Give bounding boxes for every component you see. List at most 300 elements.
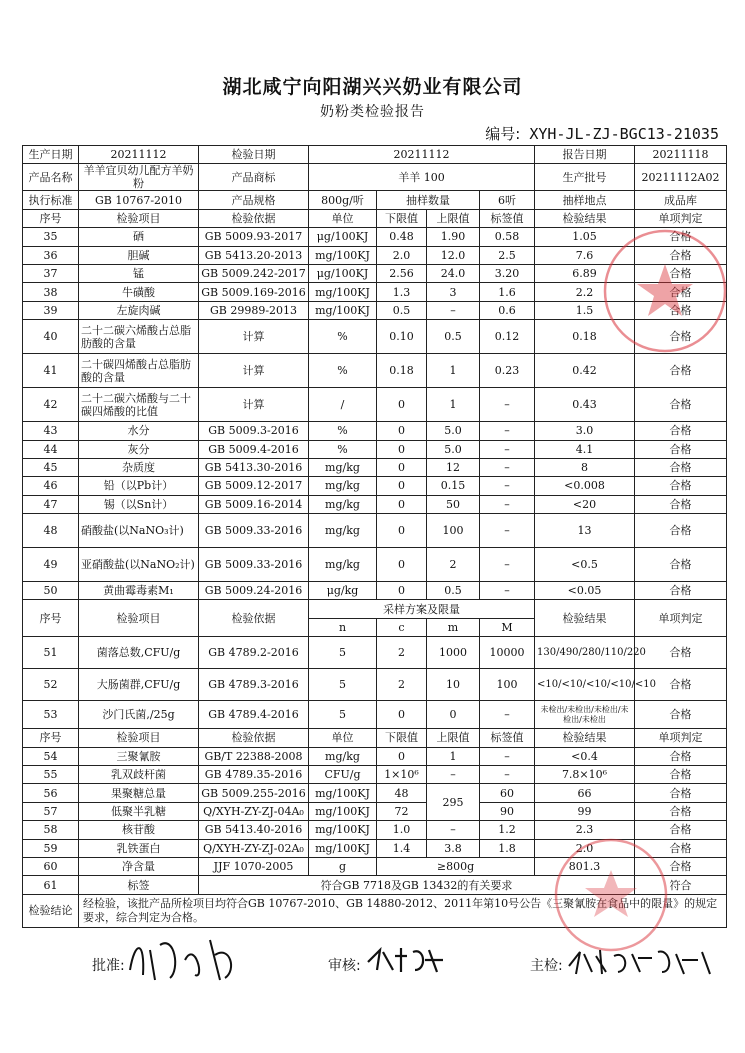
- cell-no: 35: [23, 228, 79, 246]
- table-row: [23, 582, 727, 600]
- cell-basis: GB 5413.40-2016: [199, 821, 309, 839]
- header-cell: 序号: [23, 729, 79, 747]
- value-cell: 800g/听: [309, 191, 377, 209]
- table-row: [23, 440, 727, 458]
- cell-judge: 合格: [635, 477, 727, 495]
- cell-high: 24.0: [427, 264, 480, 282]
- cell-result: 1.05: [535, 228, 635, 246]
- cell-no: 51: [23, 637, 79, 669]
- cell-no: 46: [23, 477, 79, 495]
- header-cell: 序号: [23, 209, 79, 227]
- cell-item: 左旋肉碱: [79, 301, 199, 319]
- label-cell: 检验日期: [199, 146, 309, 164]
- cell-no: 55: [23, 766, 79, 784]
- cell-judge: 合格: [635, 784, 727, 802]
- cell-label: 1.6: [480, 283, 535, 301]
- table-row: [23, 320, 727, 354]
- cell-basis: GB 5009.93-2017: [199, 228, 309, 246]
- cell-high: –: [427, 821, 480, 839]
- cell-no: 57: [23, 802, 79, 820]
- cell-basis: GB 5009.3-2016: [199, 422, 309, 440]
- cell-low: 2.56: [377, 264, 427, 282]
- cell-result: 3.0: [535, 422, 635, 440]
- cell-no: 61: [23, 876, 79, 894]
- cell-item: 乳双歧杆菌: [79, 766, 199, 784]
- header-cell: 上限值: [427, 209, 480, 227]
- cell-judge: 合格: [635, 264, 727, 282]
- cell-item: 大肠菌群,CFU/g: [79, 669, 199, 701]
- cell-label: –: [480, 514, 535, 548]
- cell-judge: 合格: [635, 766, 727, 784]
- cell-low: 1×10⁶: [377, 766, 427, 784]
- cell-low: 48: [377, 784, 427, 802]
- cell-label: –: [480, 582, 535, 600]
- cell-item: 低聚半乳糖: [79, 802, 199, 820]
- cell-judge: 符合: [635, 876, 727, 894]
- cell-high: 0.5: [427, 582, 480, 600]
- cell-label: –: [480, 458, 535, 476]
- table1-header: [23, 209, 727, 227]
- cell-label: 1.8: [480, 839, 535, 857]
- cell-judge: 合格: [635, 422, 727, 440]
- cell-high: –: [427, 766, 480, 784]
- cell-no: 44: [23, 440, 79, 458]
- cell-item: 二十二碳六烯酸与二十碳四烯酸的比值: [79, 388, 199, 422]
- cell-unit: mg/100KJ: [309, 821, 377, 839]
- cell-unit: %: [309, 440, 377, 458]
- cell-label: –: [480, 495, 535, 513]
- cell-label: 2.5: [480, 246, 535, 264]
- cell-basis: GB 4789.2-2016: [199, 637, 309, 669]
- header-cell: c: [377, 618, 427, 636]
- cell-basis: GB 5009.169-2016: [199, 283, 309, 301]
- cell-unit: mg/kg: [309, 514, 377, 548]
- cell-judge: 合格: [635, 283, 727, 301]
- cell-label: 0.6: [480, 301, 535, 319]
- cell-basis: 计算: [199, 320, 309, 354]
- cell-basis: GB 5009.33-2016: [199, 548, 309, 582]
- cell-high: 1.90: [427, 228, 480, 246]
- cell-limit: ≥800g: [377, 857, 535, 875]
- header-cell: 下限值: [377, 729, 427, 747]
- table-row: [23, 422, 727, 440]
- test-signature: [566, 944, 716, 978]
- cell-judge: 合格: [635, 354, 727, 388]
- header-cell: 单位: [309, 729, 377, 747]
- cell-result: 2.3: [535, 821, 635, 839]
- cell-low: 0: [377, 495, 427, 513]
- cell-no: 39: [23, 301, 79, 319]
- cell-unit: %: [309, 422, 377, 440]
- cell-low: 0: [377, 422, 427, 440]
- cell-no: 40: [23, 320, 79, 354]
- cell-unit: mg/kg: [309, 495, 377, 513]
- table-row: [23, 283, 727, 301]
- doc-no-value: XYH-JL-ZJ-BGC13-21035: [529, 125, 719, 143]
- cell-item: 果聚糖总量: [79, 784, 199, 802]
- cell-basis: GB 5009.242-2017: [199, 264, 309, 282]
- cell-low: 2.0: [377, 246, 427, 264]
- cell-result: 7.6: [535, 246, 635, 264]
- cell-item: 杂质度: [79, 458, 199, 476]
- cell-high: 5.0: [427, 422, 480, 440]
- table-row: [23, 301, 727, 319]
- header-cell: 检验结果: [535, 209, 635, 227]
- cell-low: 0: [377, 514, 427, 548]
- value-cell: 20211112A02: [635, 164, 727, 191]
- cell-basis: GB 5009.255-2016: [199, 784, 309, 802]
- header-cell: 标签值: [480, 729, 535, 747]
- cell-low: 1.4: [377, 839, 427, 857]
- cell-judge: 合格: [635, 388, 727, 422]
- header-cell: 单项判定: [635, 729, 727, 747]
- cell-unit: /: [309, 388, 377, 422]
- cell-item: 硒: [79, 228, 199, 246]
- cell-basis: GB 4789.3-2016: [199, 669, 309, 701]
- cell-unit: mg/100KJ: [309, 802, 377, 820]
- cell-label: –: [480, 388, 535, 422]
- conclusion-label: 检验结论: [23, 894, 79, 927]
- cell-low: 0: [377, 548, 427, 582]
- cell-basis: GB 5009.24-2016: [199, 582, 309, 600]
- cell-no: 50: [23, 582, 79, 600]
- approve-signature: [125, 930, 245, 985]
- cell-item: 菌落总数,CFU/g: [79, 637, 199, 669]
- cell-result: <0.4: [535, 747, 635, 765]
- value-cell: 羊羊宜贝幼儿配方羊奶粉: [79, 164, 199, 191]
- cell-item: 净含量: [79, 857, 199, 875]
- cell-no: 58: [23, 821, 79, 839]
- cell-judge: 合格: [635, 320, 727, 354]
- cell-result: <20: [535, 495, 635, 513]
- cell-n: 5: [309, 669, 377, 701]
- cell-unit: mg/100KJ: [309, 283, 377, 301]
- value-cell: 20211118: [635, 146, 727, 164]
- header-cell: 检验依据: [199, 729, 309, 747]
- cell-result: 801.3: [535, 857, 635, 875]
- cell-unit: mg/100KJ: [309, 784, 377, 802]
- review-label: 审核:: [328, 958, 361, 974]
- header-cell: 检验项目: [79, 729, 199, 747]
- cell-low: 0: [377, 582, 427, 600]
- cell-unit: mg/kg: [309, 458, 377, 476]
- approve-label: 批准:: [92, 958, 125, 974]
- cell-item: 灰分: [79, 440, 199, 458]
- cell-no: 53: [23, 701, 79, 729]
- cell-label: 90: [480, 802, 535, 820]
- cell-judge: 合格: [635, 747, 727, 765]
- cell-judge: 合格: [635, 458, 727, 476]
- header-cell: 标签值: [480, 209, 535, 227]
- cell-no: 41: [23, 354, 79, 388]
- header-cell: n: [309, 618, 377, 636]
- label-cell: 抽样数量: [377, 191, 480, 209]
- cell-label: 3.20: [480, 264, 535, 282]
- cell-basis: GB 29989-2013: [199, 301, 309, 319]
- header-cell: 单项判定: [635, 209, 727, 227]
- cell-no: 36: [23, 246, 79, 264]
- cell-high: –: [427, 301, 480, 319]
- value-cell: 成品库: [635, 191, 727, 209]
- cell-low: 0: [377, 747, 427, 765]
- cell-item: 锡（以Sn计）: [79, 495, 199, 513]
- cell-item: 三聚氰胺: [79, 747, 199, 765]
- header-cell: 单位: [309, 209, 377, 227]
- cell-no: 59: [23, 839, 79, 857]
- cell-result: 0.18: [535, 320, 635, 354]
- cell-result: 7.8×10⁶: [535, 766, 635, 784]
- cell-unit: mg/100KJ: [309, 839, 377, 857]
- cell-no: 42: [23, 388, 79, 422]
- cell-judge: 合格: [635, 246, 727, 264]
- cell-high: 3: [427, 283, 480, 301]
- header-cell: 检验项目: [79, 209, 199, 227]
- cell-c: 0: [377, 701, 427, 729]
- value-cell: 羊羊 100: [309, 164, 535, 191]
- cell-no: 56: [23, 784, 79, 802]
- cell-item: 乳铁蛋白: [79, 839, 199, 857]
- cell-label: –: [480, 766, 535, 784]
- label-cell: 执行标准: [23, 191, 79, 209]
- cell-basis: GB 4789.4-2016: [199, 701, 309, 729]
- header-cell: 上限值: [427, 729, 480, 747]
- cell-result: 2.0: [535, 839, 635, 857]
- review-signature: [365, 942, 445, 976]
- cell-item: 铅（以Pb计）: [79, 477, 199, 495]
- cell-judge: 合格: [635, 228, 727, 246]
- label-cell: 生产批号: [535, 164, 635, 191]
- header-cell: 检验结果: [535, 729, 635, 747]
- cell-desc: 符合GB 7718及GB 13432的有关要求: [199, 876, 635, 894]
- value-cell: 20211112: [309, 146, 535, 164]
- cell-result: 66: [535, 784, 635, 802]
- table-row: [23, 354, 727, 388]
- cell-result: 99: [535, 802, 635, 820]
- cell-m: 10: [427, 669, 480, 701]
- header-cell: m: [427, 618, 480, 636]
- cell-label: 0.12: [480, 320, 535, 354]
- table-row: [23, 388, 727, 422]
- cell-item: 标签: [79, 876, 199, 894]
- cell-high: 12: [427, 458, 480, 476]
- cell-judge: 合格: [635, 839, 727, 857]
- cell-label: 0.58: [480, 228, 535, 246]
- cell-result: 130/490/280/110/220: [535, 637, 635, 669]
- cell-m: –: [480, 701, 535, 729]
- cell-low: 0: [377, 440, 427, 458]
- header-cell: 检验依据: [199, 600, 309, 637]
- table-row: [23, 637, 727, 669]
- cell-result: 0.43: [535, 388, 635, 422]
- cell-result: <0.008: [535, 477, 635, 495]
- table-row: [23, 747, 727, 765]
- label-cell: 抽样地点: [535, 191, 635, 209]
- cell-judge: 合格: [635, 637, 727, 669]
- info-row-2: [23, 164, 727, 191]
- table-row: [23, 477, 727, 495]
- cell-result: <0.5: [535, 548, 635, 582]
- value-cell: 6听: [480, 191, 535, 209]
- cell-n: 5: [309, 637, 377, 669]
- cell-low: 0.18: [377, 354, 427, 388]
- cell-m: 100: [480, 669, 535, 701]
- cell-high: 100: [427, 514, 480, 548]
- cell-no: 43: [23, 422, 79, 440]
- table-row: [23, 495, 727, 513]
- cell-result: 13: [535, 514, 635, 548]
- cell-high: 2: [427, 548, 480, 582]
- cell-result: 6.89: [535, 264, 635, 282]
- table-row: [23, 264, 727, 282]
- cell-basis: GB 4789.35-2016: [199, 766, 309, 784]
- report-table: [22, 145, 727, 928]
- cell-unit: g: [309, 857, 377, 875]
- cell-unit: μg/100KJ: [309, 264, 377, 282]
- cell-result: 0.42: [535, 354, 635, 388]
- cell-m: 0: [427, 701, 480, 729]
- cell-item: 牛磺酸: [79, 283, 199, 301]
- cell-result: 未检出/未检出/未检出/未检出/未检出: [535, 701, 635, 729]
- table-row: [23, 548, 727, 582]
- test-label: 主检:: [530, 958, 563, 974]
- cell-low: 0.5: [377, 301, 427, 319]
- conclusion-text: 经检验，该批产品所检项目均符合GB 10767-2010、GB 14880-2012、2011年第10号公告《三聚氰胺在食品中的限量》的规定要求，综合判定为合格。: [79, 894, 727, 927]
- cell-judge: 合格: [635, 495, 727, 513]
- cell-unit: mg/kg: [309, 747, 377, 765]
- info-row-1: [23, 146, 727, 164]
- cell-judge: 合格: [635, 582, 727, 600]
- cell-basis: GB 5009.33-2016: [199, 514, 309, 548]
- cell-label: 1.2: [480, 821, 535, 839]
- info-row-3: [23, 191, 727, 209]
- cell-low: 0.10: [377, 320, 427, 354]
- cell-c: 2: [377, 669, 427, 701]
- cell-judge: 合格: [635, 548, 727, 582]
- cell-unit: μg/100KJ: [309, 228, 377, 246]
- cell-high: 5.0: [427, 440, 480, 458]
- cell-basis: GB 5009.16-2014: [199, 495, 309, 513]
- label-cell: 报告日期: [535, 146, 635, 164]
- cell-judge: 合格: [635, 514, 727, 548]
- cell-item: 核苷酸: [79, 821, 199, 839]
- cell-basis: JJF 1070-2005: [199, 857, 309, 875]
- cell-label: –: [480, 477, 535, 495]
- cell-result: <10/<10/<10/<10/<10: [535, 669, 635, 701]
- cell-judge: 合格: [635, 821, 727, 839]
- cell-label: 60: [480, 784, 535, 802]
- header-cell: 采样方案及限量: [309, 600, 535, 618]
- label-cell: 产品商标: [199, 164, 309, 191]
- cell-no: 60: [23, 857, 79, 875]
- cell-n: 5: [309, 701, 377, 729]
- table-row: [23, 766, 727, 784]
- header-cell: 检验项目: [79, 600, 199, 637]
- cell-label: 0.23: [480, 354, 535, 388]
- cell-item: 二十二碳六烯酸占总脂肪酸的含量: [79, 320, 199, 354]
- cell-item: 硝酸盐(以NaNO₃计): [79, 514, 199, 548]
- value-cell: 20211112: [79, 146, 199, 164]
- cell-low: 1.3: [377, 283, 427, 301]
- cell-high: 295: [427, 784, 480, 821]
- cell-high: 12.0: [427, 246, 480, 264]
- cell-low: 0: [377, 388, 427, 422]
- value-cell: GB 10767-2010: [79, 191, 199, 209]
- cell-basis: GB 5009.4-2016: [199, 440, 309, 458]
- table-row: [23, 821, 727, 839]
- cell-high: 1: [427, 747, 480, 765]
- header-cell: 序号: [23, 600, 79, 637]
- cell-judge: 合格: [635, 301, 727, 319]
- label-cell: 产品规格: [199, 191, 309, 209]
- cell-high: 50: [427, 495, 480, 513]
- cell-basis: 计算: [199, 388, 309, 422]
- cell-item: 沙门氏菌,/25g: [79, 701, 199, 729]
- table-row: [23, 246, 727, 264]
- cell-high: 0.15: [427, 477, 480, 495]
- doc-no-label: 编号:: [485, 125, 521, 143]
- cell-high: 1: [427, 388, 480, 422]
- cell-basis: Q/XYH-ZY-ZJ-04A₀: [199, 802, 309, 820]
- table-row: [23, 228, 727, 246]
- cell-item: 锰: [79, 264, 199, 282]
- cell-low: 0: [377, 458, 427, 476]
- cell-label: –: [480, 440, 535, 458]
- cell-item: 亚硝酸盐(以NaNO₂计): [79, 548, 199, 582]
- cell-no: 49: [23, 548, 79, 582]
- cell-low: 0: [377, 477, 427, 495]
- cell-result: 8: [535, 458, 635, 476]
- table3-header: [23, 729, 727, 747]
- cell-result: 4.1: [535, 440, 635, 458]
- cell-item: 水分: [79, 422, 199, 440]
- cell-label: –: [480, 548, 535, 582]
- cell-item: 胆碱: [79, 246, 199, 264]
- cell-high: 0.5: [427, 320, 480, 354]
- table-row: [23, 784, 727, 802]
- table-row: [23, 839, 727, 857]
- cell-high: 1: [427, 354, 480, 388]
- cell-c: 2: [377, 637, 427, 669]
- company-name: 湖北咸宁向阳湖兴兴奶业有限公司: [222, 76, 523, 98]
- conclusion-row: [23, 894, 727, 927]
- cell-judge: 合格: [635, 440, 727, 458]
- cell-basis: 计算: [199, 354, 309, 388]
- cell-no: 37: [23, 264, 79, 282]
- cell-unit: %: [309, 320, 377, 354]
- cell-result: 2.2: [535, 283, 635, 301]
- cell-label: –: [480, 422, 535, 440]
- table-row: [23, 669, 727, 701]
- cell-no: 52: [23, 669, 79, 701]
- header-cell: 检验依据: [199, 209, 309, 227]
- cell-label: –: [480, 747, 535, 765]
- table-row: [23, 514, 727, 548]
- cell-unit: mg/kg: [309, 477, 377, 495]
- cell-basis: GB 5413.20-2013: [199, 246, 309, 264]
- cell-low: 1.0: [377, 821, 427, 839]
- label-cell: 产品名称: [23, 164, 79, 191]
- cell-no: 48: [23, 514, 79, 548]
- cell-unit: μg/kg: [309, 582, 377, 600]
- cell-m: 1000: [427, 637, 480, 669]
- cell-low: 72: [377, 802, 427, 820]
- header-cell: 检验结果: [535, 600, 635, 637]
- cell-basis: GB 5413.30-2016: [199, 458, 309, 476]
- table2-header-1: [23, 600, 727, 618]
- table-row: [23, 857, 727, 875]
- cell-m: 10000: [480, 637, 535, 669]
- label-cell: 生产日期: [23, 146, 79, 164]
